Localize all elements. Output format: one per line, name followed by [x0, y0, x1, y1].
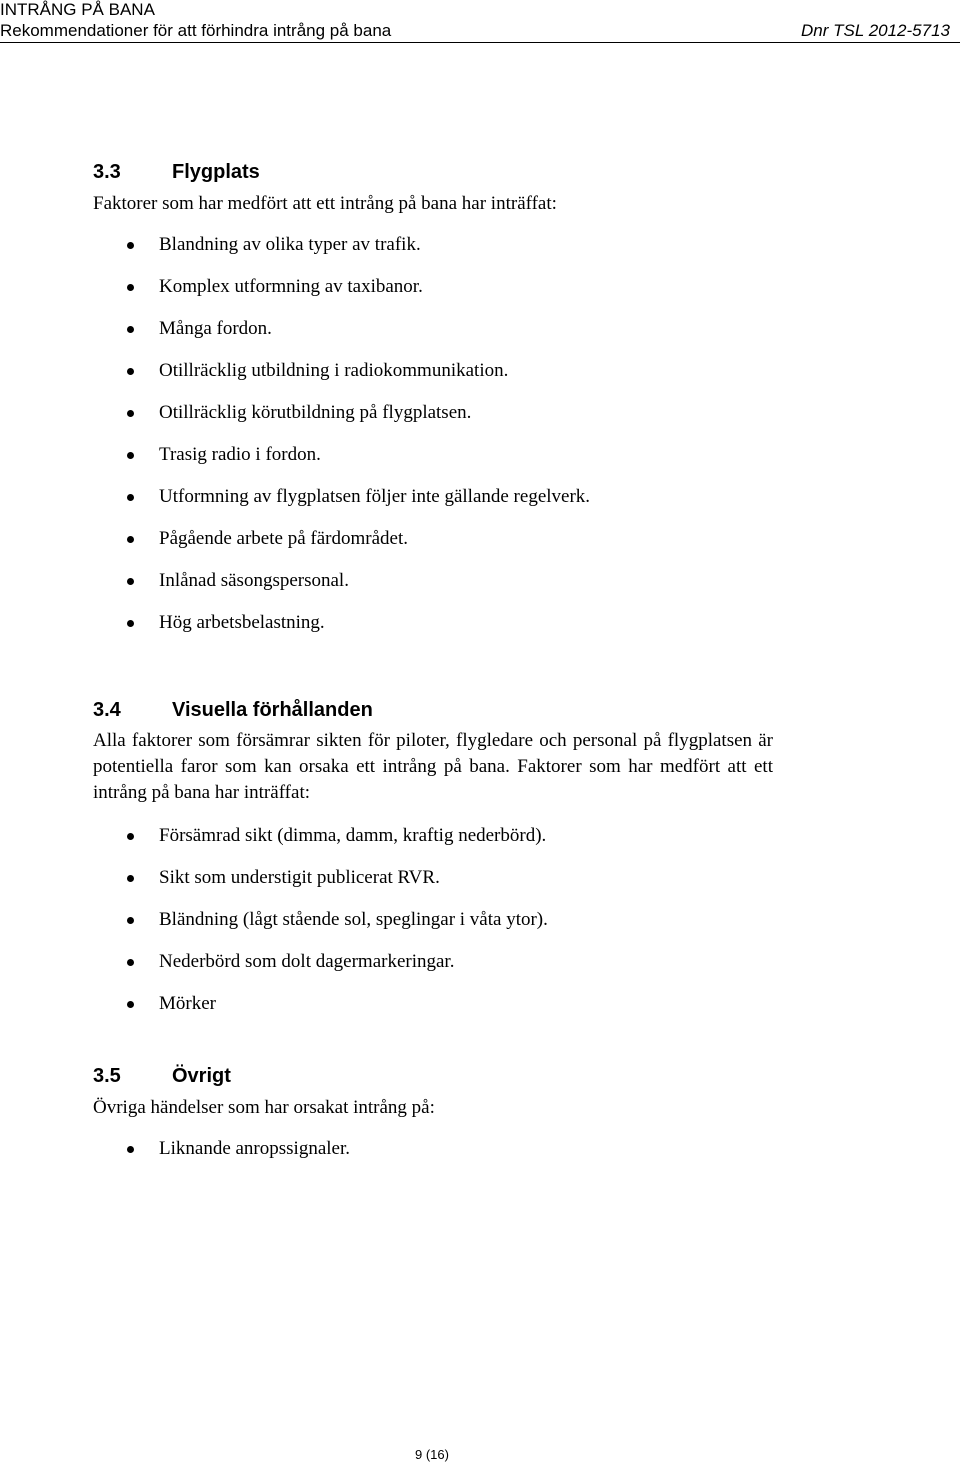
section-title: Visuella förhållanden	[172, 699, 373, 721]
bullet-icon	[127, 1001, 134, 1008]
section-heading-3-4	[93, 698, 373, 722]
list-item: Pågående arbete på färdområdet.	[93, 528, 590, 570]
list-item: Hög arbetsbelastning.	[93, 612, 590, 654]
list-item: Försämrad sikt (dimma, damm, kraftig nederbörd).	[93, 825, 548, 867]
page-number: 9 (16)	[415, 1447, 449, 1462]
list-item: Mörker	[93, 993, 548, 1035]
bullet-list	[93, 1138, 350, 1180]
header-title: INTRÅNG PÅ BANA	[0, 0, 155, 19]
list-item: Liknande anropssignaler.	[93, 1138, 350, 1180]
page-header	[0, 0, 960, 42]
section-title: Övrigt	[172, 1065, 231, 1087]
bullet-list	[93, 825, 548, 1035]
bullet-icon	[127, 410, 134, 417]
bullet-icon	[127, 536, 134, 543]
section-heading-3-5	[93, 1064, 231, 1088]
bullet-icon	[127, 620, 134, 627]
header-subtitle: Rekommendationer för att förhindra intrång på bana	[0, 21, 392, 40]
section-number: 3.4	[93, 699, 121, 721]
section-title: Flygplats	[172, 161, 260, 183]
bullet-icon	[127, 917, 134, 924]
section-intro: Alla faktorer som försämrar sikten för piloter, flygledare och personal på flygplatsen är potentiella faror som kan orsaka ett intrång på bana. Faktorer som har medfört att ett intrång på bana har inträffat:	[93, 730, 773, 803]
section-number: 3.3	[93, 161, 121, 183]
list-item: Blandning av olika typer av trafik.	[93, 234, 590, 276]
list-item: Otillräcklig utbildning i radiokommunikation.	[93, 360, 590, 402]
list-item: Trasig radio i fordon.	[93, 444, 590, 486]
bullet-icon	[127, 494, 134, 501]
bullet-icon	[127, 578, 134, 585]
list-item: Utformning av flygplatsen följer inte gällande regelverk.	[93, 486, 590, 528]
section-number: 3.5	[93, 1065, 121, 1087]
list-item: Sikt som understigit publicerat RVR.	[93, 867, 548, 909]
bullet-icon	[127, 242, 134, 249]
bullet-icon	[127, 368, 134, 375]
bullet-icon	[127, 452, 134, 459]
bullet-icon	[127, 284, 134, 291]
header-divider	[0, 42, 960, 43]
bullet-icon	[127, 326, 134, 333]
list-item: Många fordon.	[93, 318, 590, 360]
bullet-icon	[127, 959, 134, 966]
bullet-icon	[127, 875, 134, 882]
document-number: Dnr TSL 2012-5713	[800, 21, 950, 40]
section-intro: Faktorer som har medfört att ett intrång på bana har inträffat:	[93, 193, 557, 214]
bullet-list	[93, 234, 590, 654]
section-intro: Övriga händelser som har orsakat intrång på:	[93, 1097, 435, 1118]
list-item: Inlånad säsongspersonal.	[93, 570, 590, 612]
list-item: Otillräcklig körutbildning på flygplatsen.	[93, 402, 590, 444]
list-item: Nederbörd som dolt dagermarkeringar.	[93, 951, 548, 993]
bullet-icon	[127, 833, 134, 840]
list-item: Komplex utformning av taxibanor.	[93, 276, 590, 318]
list-item: Bländning (lågt stående sol, speglingar i våta ytor).	[93, 909, 548, 951]
section-heading-3-3	[93, 160, 260, 184]
bullet-icon	[127, 1146, 134, 1153]
